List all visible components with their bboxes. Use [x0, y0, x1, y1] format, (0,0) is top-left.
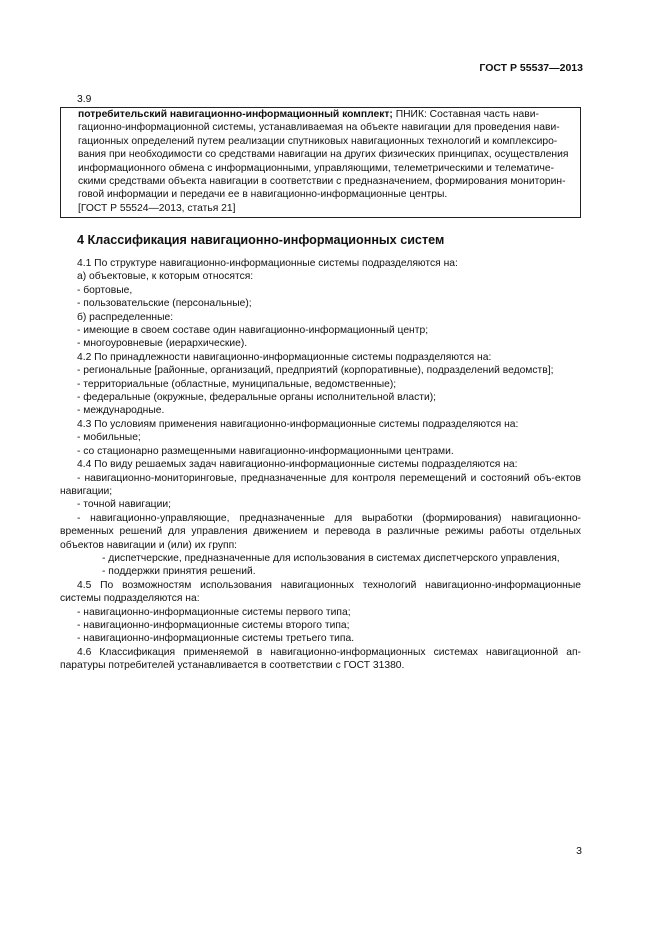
paragraph: - федеральные (окружные, федеральные органы исполнительной власти); — [77, 392, 437, 404]
paragraph: - навигационно-информационные системы третьего типа. — [77, 633, 355, 645]
paragraph: - территориальные (областные, муниципальные, ведомственные); — [77, 378, 397, 390]
term-line: ПНИК: Составная часть нави- — [392, 109, 539, 120]
paragraph: - точной навигации; — [77, 499, 171, 511]
paragraph: б) распределенные: — [77, 311, 174, 323]
paragraph: - поддержки принятия решений. — [102, 566, 256, 578]
paragraph: 4.3 По условиям применения навигационно-информационные системы подразделяются на: — [77, 418, 519, 430]
term-line: информационного обмена с информационными, управляющими, телеметрическими и телематиче- — [78, 162, 555, 174]
term-line: гационных определений путем реализации спутниковых навигационных технологий и комплексиро- — [78, 135, 558, 147]
paragraph: - со стационарно размещенными навигационно-информационными центрами. — [77, 445, 454, 457]
paragraph: - международные. — [77, 405, 165, 417]
paragraph: - навигационно-управляющие, предназначенные для выработки (формирования) навигационно-временных решений для управления движением и перевода в различные режимы работы отдельных объектов навигации и (или) их групп: — [60, 512, 581, 551]
paragraph: - пользовательские (персональные); — [77, 298, 252, 310]
paragraph: 4.2 По принадлежности навигационно-информационные системы подразделяются на: — [77, 351, 492, 363]
page-number: 3 — [576, 845, 582, 857]
paragraph: - диспетчерские, предназначенные для использования в системах диспетчерского управления, — [102, 552, 560, 564]
paragraph: - региональные [районные, организаций, предприятий (корпоративные), подразделений ведомств]; — [77, 365, 554, 377]
term-definition-box — [60, 107, 581, 218]
paragraph: 4.4 По виду решаемых задач навигационно-информационные системы подразделяются на: — [77, 459, 518, 471]
term-line: гационно-информационной системы, устанавливаемая на объекте навигации для проведения нави- — [78, 122, 560, 134]
paragraph: - мобильные; — [77, 432, 141, 444]
term-line: говой информации и передачи ее в навигационно-информационные центры. — [78, 189, 448, 201]
term-definition — [61, 108, 580, 202]
paragraph: а) объектовые, к которым относятся: — [77, 271, 254, 283]
term-number: 3.9 — [77, 94, 92, 105]
section-body — [60, 257, 581, 673]
paragraph: - бортовые, — [77, 284, 133, 296]
term-line: вания при необходимости со средствами навигации на других физических принципах, осуществления — [78, 149, 569, 161]
paragraph: 4.6 Классификация применяемой в навигационно-информационных системах навигационной ап-паратуры потребителей устанавливается в соответствии с ГОСТ 31380. — [60, 646, 581, 672]
paragraph: - навигационно-мониторинговые, предназначенные для контроля перемещений и состояний объ-ектов навигации; — [60, 472, 581, 497]
paragraph: - имеющие в своем составе один навигационно-информационный центр; — [77, 325, 429, 337]
paragraph: - навигационно-информационные системы второго типа; — [77, 619, 350, 631]
document-code: ГОСТ Р 55537—2013 — [479, 62, 583, 74]
term-line: скими средствами объекта навигации в соответствии с предназначением, формирования мониторин- — [78, 176, 566, 188]
term-source: [ГОСТ Р 55524—2013, статья 21] — [78, 202, 236, 214]
paragraph: 4.5 По возможностям использования навигационных технологий навигационно-информационные системы подразделяются на: — [60, 579, 581, 605]
term-name: потребительский навигационно-информационный комплект; — [78, 109, 393, 120]
section-title: 4 Классификация навигационно-информационных систем — [77, 233, 445, 247]
paragraph: - многоуровневые (иерархические). — [77, 338, 248, 350]
paragraph: - навигационно-информационные системы первого типа; — [77, 606, 351, 618]
paragraph: 4.1 По структуре навигационно-информационные системы подразделяются на: — [77, 258, 458, 269]
